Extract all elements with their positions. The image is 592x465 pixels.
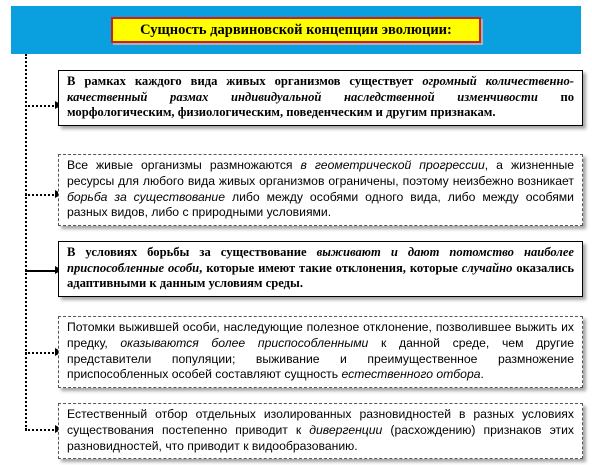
block-5-text: Естественный отбор отдельных изолированных разновидностей в разных условиях существования постепенно приводит к xyxy=(67,407,574,437)
block-3-text-end: оказались адаптивными к данным условиям среды. xyxy=(67,260,574,290)
connector-1 xyxy=(25,105,58,107)
block-4-emphasis-1: оказываются более приспособленными xyxy=(120,335,369,350)
block-2-text-end: либо между особями одного вида, либо между особями разных видов, либо с природными условиями. xyxy=(67,189,574,220)
block-4-text: Потомки выжившей особи, наследующие полезное отклонение, позволившее выжить их предку, xyxy=(67,320,574,350)
concept-block-variability xyxy=(58,70,583,126)
block-4-text-mid: к данной среде, чем другие представители популяции; выживание и преимущественное размножение приспособленных особей составляют сущность xyxy=(67,335,574,382)
block-3-emphasis-1: выживают и дают потомство наиболее приспособленные особи xyxy=(67,245,574,275)
concept-block-divergence xyxy=(58,403,583,459)
title-banner xyxy=(11,6,581,54)
block-2-text-mid: , а жизненные ресурсы для любого вида живых организмов ограничены, поэтому неизбежно возникает xyxy=(67,158,575,188)
concept-block-struggle xyxy=(58,154,583,226)
block-1-text: В рамках каждого вида живых организмов существует xyxy=(67,74,423,88)
block-2-emphasis-2: борьба за существование xyxy=(67,189,225,204)
connector-3 xyxy=(25,270,58,272)
block-3-text-mid: , которые имеют такие отклонения, которые xyxy=(199,260,462,275)
concept-block-natural-selection xyxy=(58,316,583,388)
block-4-text-end: . xyxy=(480,367,484,382)
block-5-text-end: (расхождению) признаков этих разновидностей, что приводит к видообразованию. xyxy=(67,422,575,453)
concept-block-survival xyxy=(58,241,583,297)
connector-5 xyxy=(25,429,58,431)
block-4-emphasis-2: естественного отбора xyxy=(341,367,481,382)
block-3-text: В условиях борьбы за существование xyxy=(67,245,317,259)
block-2-text: Все живые организмы размножаются xyxy=(67,158,301,172)
block-1-text-end: по морфологическим, физиологическим, поведенческим и другим признакам. xyxy=(67,89,574,119)
connector-2 xyxy=(25,194,58,196)
diagram-title: Сущность дарвиновской концепции эволюции: xyxy=(111,17,481,43)
block-1-emphasis: огромный количественно-качественный размах индивидуальной наследственной изменчивости xyxy=(67,74,574,104)
connector-spine xyxy=(25,54,27,430)
connector-4 xyxy=(25,352,58,354)
block-2-emphasis-1: в геометрической прогрессии xyxy=(300,158,485,172)
block-5-emphasis: дивергенции xyxy=(309,422,383,437)
block-3-emphasis-2: случайно xyxy=(461,260,513,275)
